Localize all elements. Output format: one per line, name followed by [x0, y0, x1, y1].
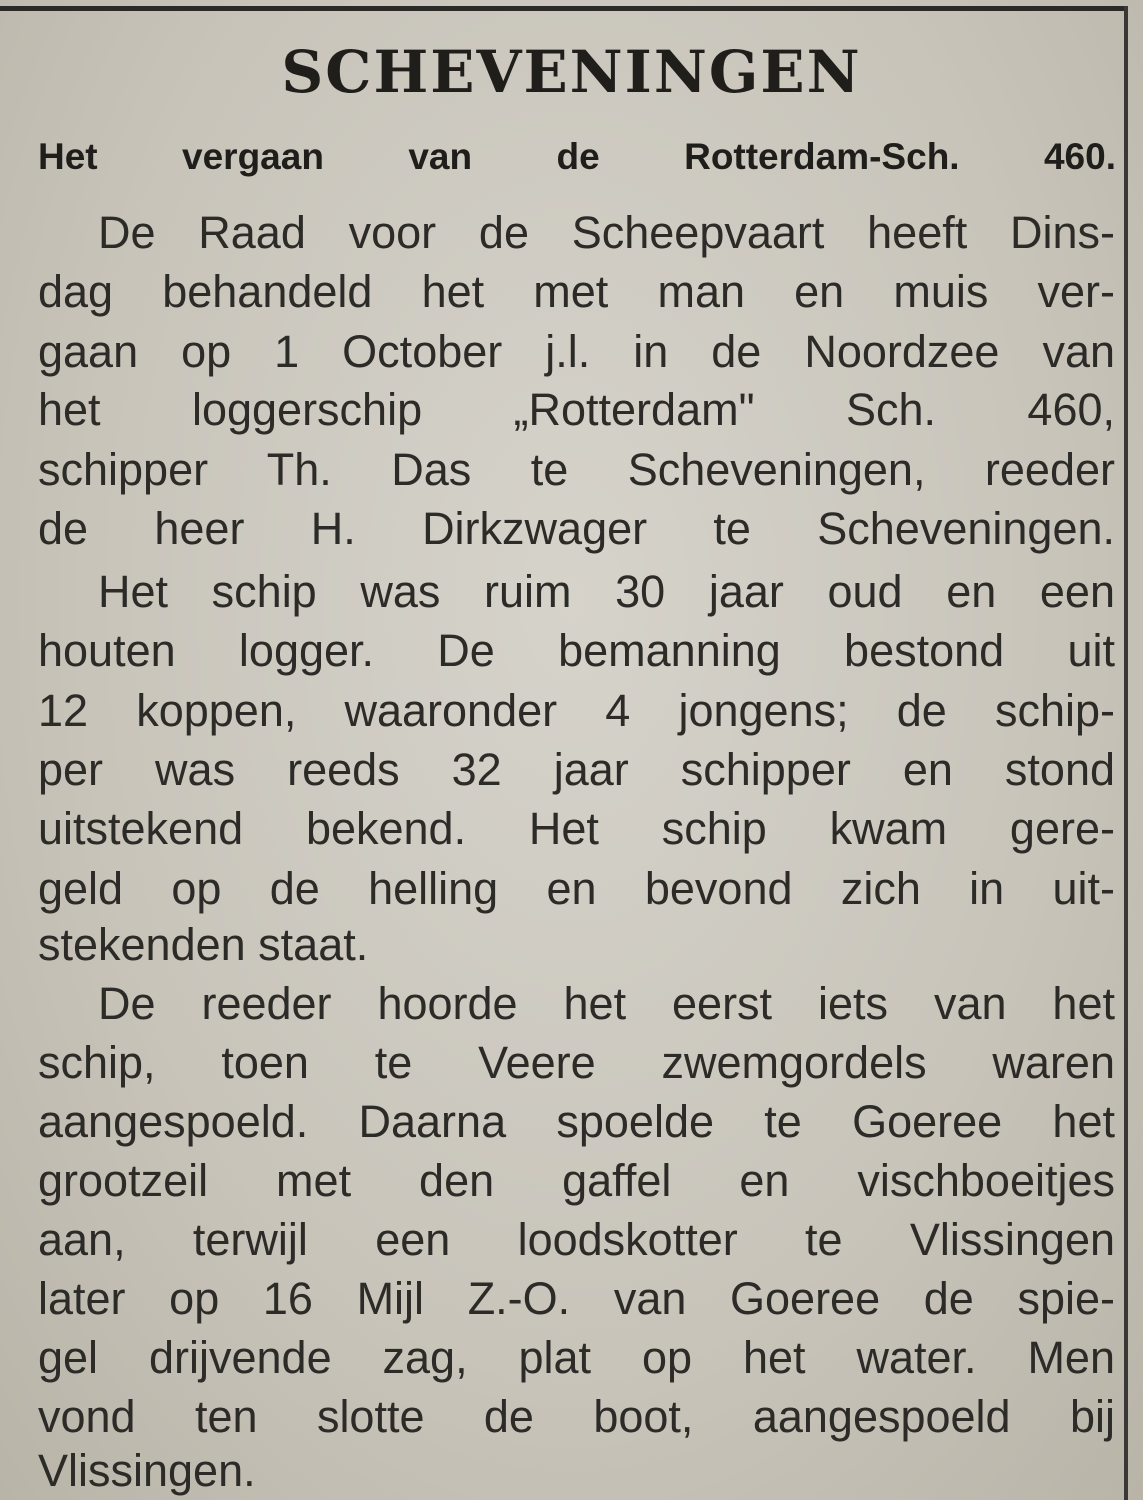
text-line: gaan op 1 October j.l. in de Noordzee van: [38, 326, 1115, 377]
text-line: aan, terwijl een loodskotter te Vlissingen: [38, 1214, 1115, 1265]
text-line: de heer H. Dirkzwager te Scheveningen.: [38, 503, 1115, 554]
text-line: De reeder hoorde het eerst iets van het: [98, 978, 1115, 1029]
text-line: schip, toen te Veere zwemgordels waren: [38, 1037, 1115, 1088]
subheadline: Het vergaan van de Rotterdam-Sch. 460.: [38, 136, 1116, 177]
text-line: per was reeds 32 jaar schipper en stond: [38, 744, 1115, 795]
text-line: gel drijvende zag, plat op het water. Men: [38, 1332, 1115, 1383]
text-line: vond ten slotte de boot, aangespoeld bij: [38, 1391, 1115, 1442]
text-line: De Raad voor de Scheepvaart heeft Dins-: [98, 207, 1115, 258]
text-line: aangespoeld. Daarna spoelde te Goeree het: [38, 1096, 1115, 1147]
text-line: het loggerschip „Rotterdam" Sch. 460,: [38, 384, 1115, 435]
text-line: houten logger. De bemanning bestond uit: [38, 625, 1115, 676]
text-line: Het schip was ruim 30 jaar oud en een: [98, 566, 1115, 617]
text-line: schipper Th. Das te Scheveningen, reeder: [38, 444, 1115, 495]
text-line: later op 16 Mijl Z.-O. van Goeree de spie-: [38, 1273, 1115, 1324]
column-rule-right: [1124, 6, 1128, 1500]
headline: SCHEVENINGEN: [281, 38, 862, 106]
text-line: 12 koppen, waaronder 4 jongens; de schip-: [38, 685, 1115, 736]
text-line: Vlissingen.: [38, 1445, 256, 1496]
text-line: stekenden staat.: [38, 919, 369, 970]
text-line: geld op de helling en bevond zich in uit-: [38, 863, 1115, 914]
text-line: grootzeil met den gaffel en vischboeitjes: [38, 1155, 1115, 1206]
column-rule-top: [0, 6, 1125, 11]
text-line: uitstekend bekend. Het schip kwam gere-: [38, 803, 1115, 854]
text-line: dag behandeld het met man en muis ver-: [38, 266, 1115, 317]
